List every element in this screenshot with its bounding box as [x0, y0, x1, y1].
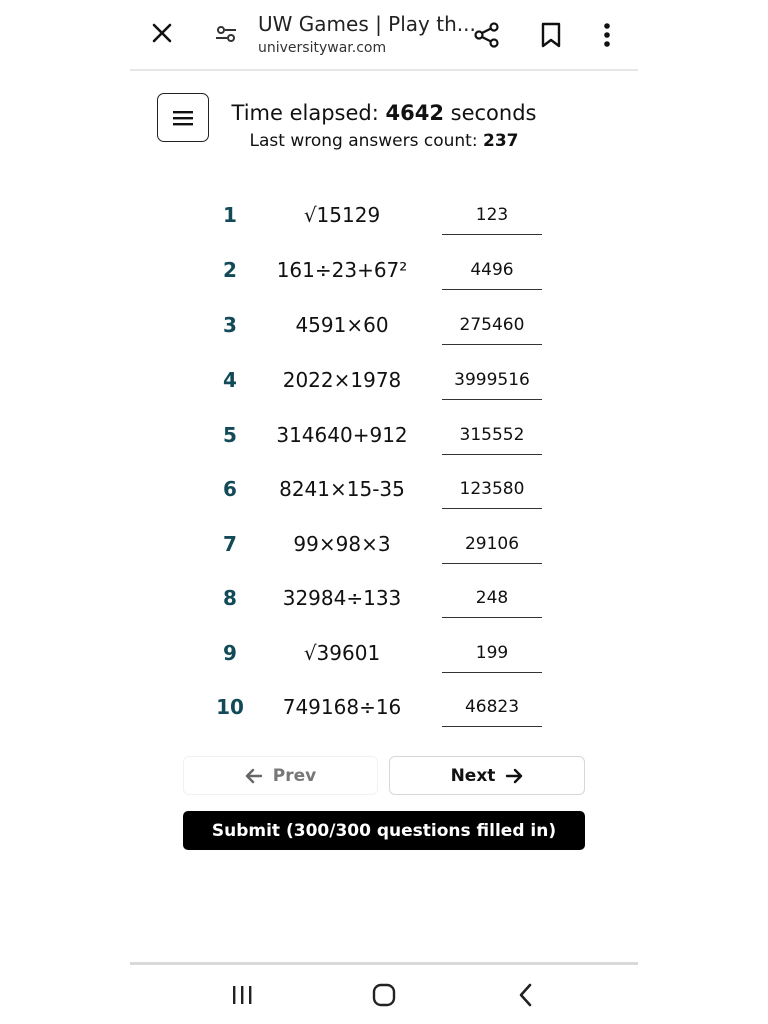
answer-input[interactable]: 46823: [442, 692, 542, 727]
site-settings-icon[interactable]: [212, 22, 240, 46]
arrow-left-icon: [245, 768, 263, 784]
bookmark-icon[interactable]: [537, 20, 565, 50]
back-icon[interactable]: [512, 981, 540, 1009]
answer-input[interactable]: 123: [442, 200, 542, 235]
answer-input[interactable]: 199: [442, 638, 542, 673]
time-value: 4642: [385, 101, 444, 125]
question-row: [200, 365, 568, 420]
hamburger-icon: [173, 110, 193, 126]
answer-input[interactable]: 29106: [442, 529, 542, 564]
question-number: 9: [223, 641, 237, 665]
question-number: 10: [216, 695, 244, 719]
wrong-answers-count: [200, 131, 568, 151]
answer-input[interactable]: 275460: [442, 310, 542, 345]
time-elapsed: [200, 101, 568, 125]
question-number: 2: [223, 258, 237, 282]
submit-button[interactable]: Submit (300/300 questions filled in): [183, 811, 585, 850]
question-number: 1: [223, 203, 237, 227]
wrong-label: Last wrong answers count:: [249, 131, 478, 151]
answer-input[interactable]: 315552: [442, 420, 542, 455]
question-row: [200, 420, 568, 475]
question-expression: 314640+912: [276, 423, 408, 447]
page-title[interactable]: UW Games | Play th...: [258, 12, 476, 36]
question-expression: √15129: [303, 203, 381, 227]
question-expression: 99×98×3: [293, 532, 391, 556]
question-row: [200, 255, 568, 310]
answer-input[interactable]: 4496: [442, 255, 542, 290]
question-expression: 161÷23+67²: [276, 258, 408, 282]
question-row: [200, 529, 568, 584]
question-number: 6: [223, 477, 237, 501]
next-button[interactable]: [389, 756, 585, 795]
question-expression: 2022×1978: [282, 368, 402, 392]
question-row: [200, 200, 568, 255]
next-label: Next: [450, 765, 496, 786]
close-icon[interactable]: [148, 19, 176, 47]
question-number: 4: [223, 368, 237, 392]
time-label: Time elapsed:: [231, 101, 379, 125]
arrow-right-icon: [505, 768, 523, 784]
answer-input[interactable]: 3999516: [442, 365, 542, 400]
answer-input[interactable]: 248: [442, 583, 542, 618]
page-domain[interactable]: universitywar.com: [258, 40, 387, 56]
question-row: [200, 583, 568, 638]
question-number: 5: [223, 423, 237, 447]
answer-input[interactable]: 123580: [442, 474, 542, 509]
question-number: 8: [223, 586, 237, 610]
question-expression: √39601: [303, 641, 381, 665]
question-row: [200, 310, 568, 365]
question-expression: 749168÷16: [282, 695, 402, 719]
home-icon[interactable]: [368, 980, 400, 1010]
question-number: 7: [223, 532, 237, 556]
question-number: 3: [223, 313, 237, 337]
wrong-value: 237: [482, 131, 519, 151]
prev-label: Prev: [272, 765, 317, 786]
more-vert-icon[interactable]: [596, 20, 618, 50]
toolbar-divider: [130, 69, 638, 71]
question-expression: 4591×60: [295, 313, 389, 337]
browser-toolbar: [0, 0, 768, 70]
prev-button[interactable]: [183, 756, 378, 795]
question-expression: 8241×15-35: [279, 477, 405, 501]
question-expression: 32984÷133: [282, 586, 402, 610]
question-row: [200, 638, 568, 693]
share-icon[interactable]: [472, 20, 502, 50]
question-row: [200, 474, 568, 529]
time-unit: seconds: [450, 101, 537, 125]
system-nav-divider: [130, 962, 638, 965]
question-row: [200, 692, 568, 747]
recents-icon[interactable]: [226, 982, 258, 1008]
